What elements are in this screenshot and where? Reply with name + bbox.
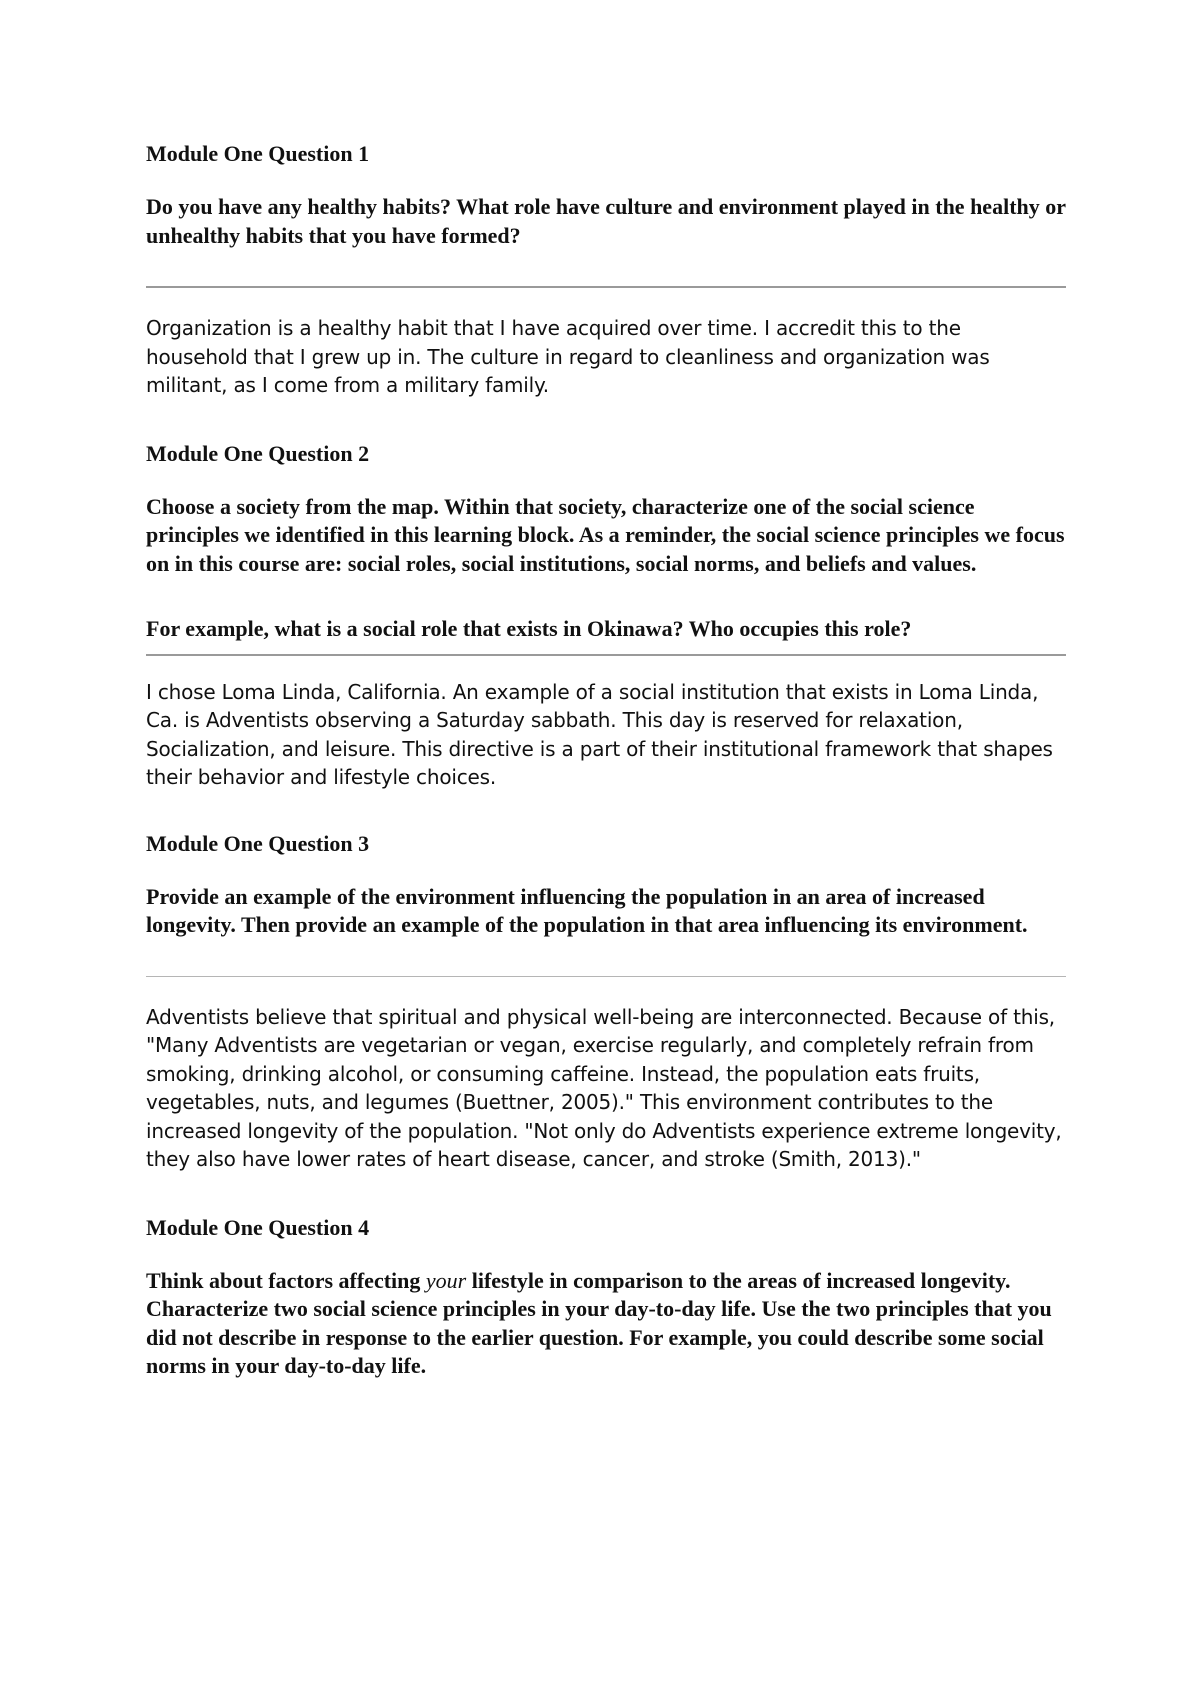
q2-example: For example, what is a social role that exists in Okinawa? Who occupies this role? bbox=[146, 616, 912, 641]
q3-prompt: Provide an example of the environment influencing the population in an area of increased longevity. Then provide an example of the population in that area influencing its environment. bbox=[146, 883, 1028, 937]
q3-heading: Module One Question 3 bbox=[146, 830, 370, 856]
q2-answer: I chose Loma Linda, California. An example of a social institution that exists in Loma Linda, Ca. is Adventists observing a Saturday sabbath. This day is reserved for relaxation, Socialization, and leisure. This directive is a part of their institutional framework that shapes their behavior and lifestyle choices. bbox=[146, 679, 1053, 789]
q2-heading: Module One Question 2 bbox=[146, 440, 370, 466]
q1-prompt: Do you have any healthy habits? What role have culture and environment played in the healthy or unhealthy habits that you have formed? bbox=[146, 194, 1066, 248]
q1-answer: Organization is a healthy habit that I have acquired over time. I accredit this to the household that I grew up in. The culture in regard to cleanliness and organization was militant, as I come from a military family. bbox=[146, 316, 990, 397]
q1-heading: Module One Question 1 bbox=[146, 141, 370, 166]
q3-answer: Adventists believe that spiritual and physical well-being are interconnected. Because of this, "Many Adventists are vegetarian or vegan, exercise regularly, and completely refrain from smoking, drinking alcohol, or consuming caffeine. Instead, the population eats fruits, vegetables, nuts, and legumes (Buettner, 2005)." This environment contributes to the increased longevity of the population. "Not only do Adventists experience extreme longevity, they also have lower rates of heart disease, cancer, and stroke (Smith, 2013)." bbox=[146, 1004, 1062, 1171]
q4-prompt-emphasis: your bbox=[425, 1267, 467, 1293]
document-page bbox=[146, 140, 1066, 1381]
q4-prompt bbox=[146, 1267, 1066, 1381]
q4-heading: Module One Question 4 bbox=[146, 1214, 370, 1240]
q4-prompt-part2: lifestyle in comparison to the areas of increased longevity. Characterize two social science principles in your day-to-day life. Use the two principles that you did not describe in response to the earlier question. For example, you could describe some social norms in your day-to-day life. bbox=[146, 1267, 1052, 1378]
q4-prompt-part1: Think about factors affecting bbox=[146, 1267, 426, 1293]
q2-prompt: Choose a society from the map. Within that society, characterize one of the social science principles we identified in this learning block. As a reminder, the social science principles we focus on in this course are: social roles, social institutions, social norms, and beliefs and values. bbox=[146, 493, 1065, 576]
